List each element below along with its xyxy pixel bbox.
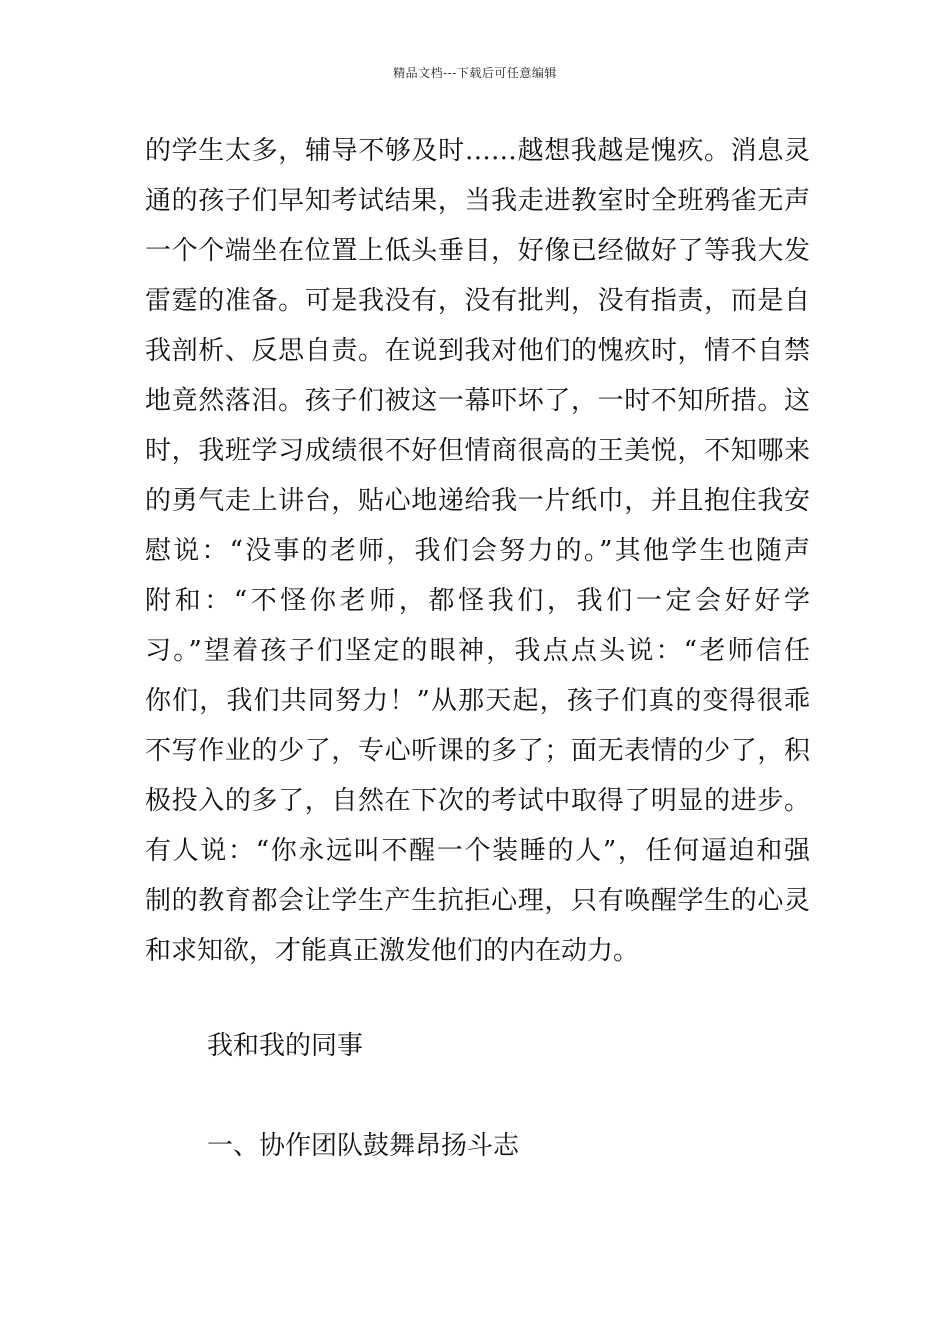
body-text xyxy=(145,126,810,976)
body-line: 你们，我们共同努力！”从那天起，孩子们真的变得很乖 xyxy=(145,686,810,716)
body-line: 通的孩子们早知考试结果，当我走进教室时全班鸦雀无声 xyxy=(145,186,810,216)
subsection-title: 一、协作团队鼓舞昂扬斗志 xyxy=(207,1131,520,1161)
body-line: 的学生太多，辅导不够及时……越想我越是愧疚。消息灵 xyxy=(145,136,810,166)
body-line: 的勇气走上讲台，贴心地递给我一片纸巾，并且抱住我安 xyxy=(145,486,810,516)
body-line: 时，我班学习成绩很不好但情商很高的王美悦，不知哪来 xyxy=(145,436,810,466)
body-line: 和求知欲，才能真正激发他们的内在动力。 xyxy=(145,936,640,966)
page-header: 精品文档---下载后可任意编辑 xyxy=(393,66,557,80)
body-line: 慰说：“没事的老师，我们会努力的。”其他学生也随声 xyxy=(145,536,810,566)
body-line: 附和：“不怪你老师，都怪我们，我们一定会好好学 xyxy=(145,586,810,616)
body-line: 一个个端坐在位置上低头垂目，好像已经做好了等我大发 xyxy=(145,236,810,266)
body-line: 有人说：“你永远叫不醒一个装睡的人”，任何逼迫和强 xyxy=(145,836,810,866)
body-line: 雷霆的准备。可是我没有，没有批判，没有指责，而是自 xyxy=(145,286,810,316)
body-line: 极投入的多了，自然在下次的考试中取得了明显的进步。 xyxy=(145,786,810,816)
body-line: 制的教育都会让学生产生抗拒心理，只有唤醒学生的心灵 xyxy=(145,886,810,916)
section-title: 我和我的同事 xyxy=(207,1031,364,1061)
body-line: 地竟然落泪。孩子们被这一幕吓坏了，一时不知所措。这 xyxy=(145,386,810,416)
body-line: 不写作业的少了，专心听课的多了；面无表情的少了，积 xyxy=(145,736,810,766)
body-line: 习。”望着孩子们坚定的眼神，我点点头说：“老师信任 xyxy=(145,636,810,666)
body-line: 我剖析、反思自责。在说到我对他们的愧疚时，情不自禁 xyxy=(145,336,810,366)
